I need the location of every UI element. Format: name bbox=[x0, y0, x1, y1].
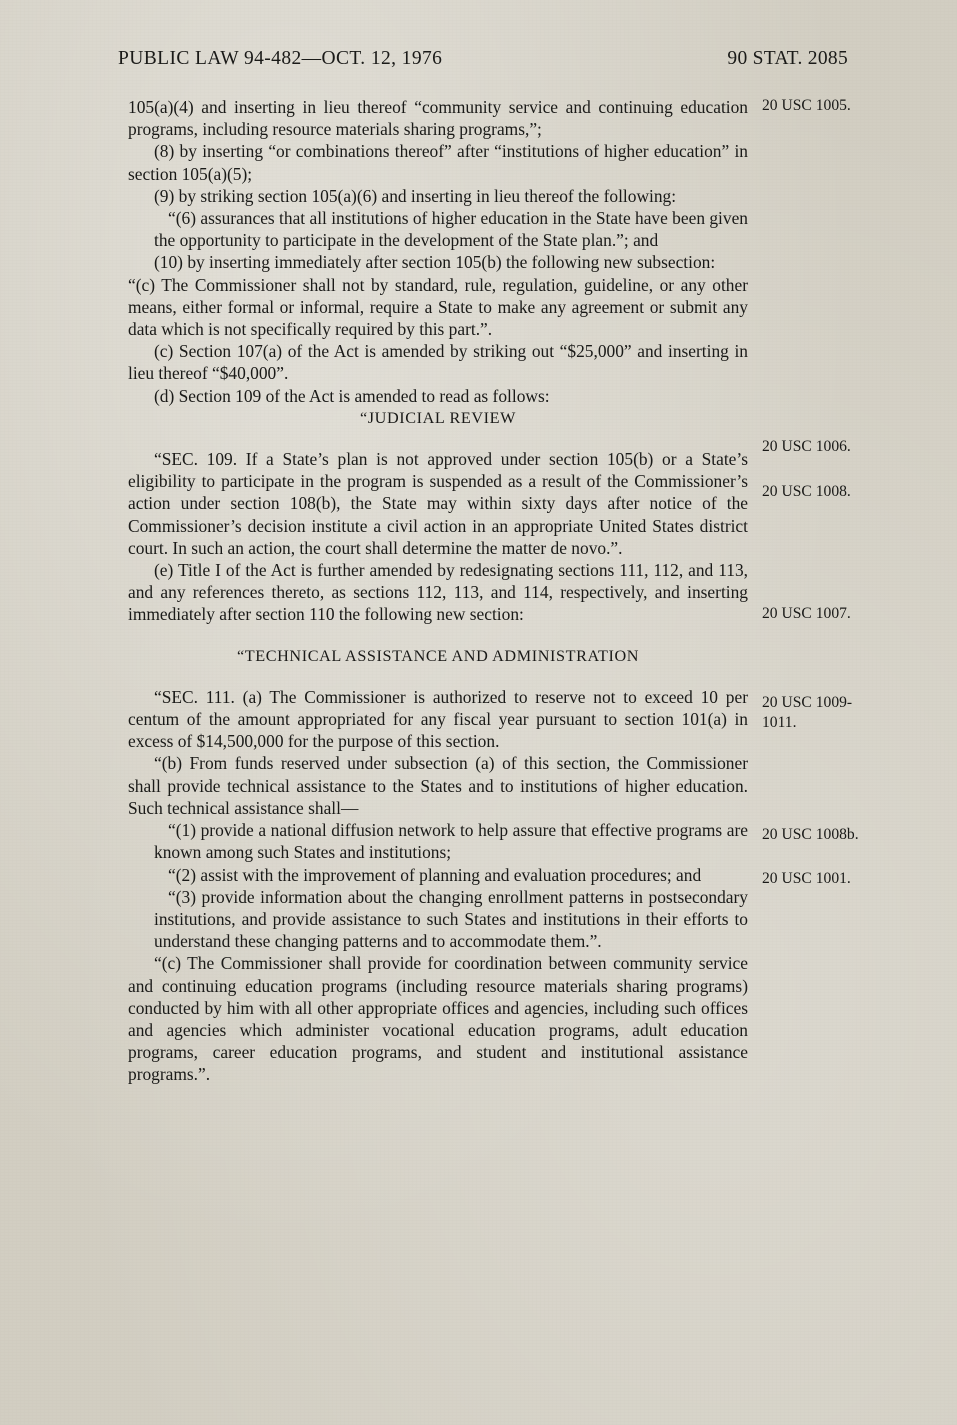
margin-note: 20 USC 1008. bbox=[762, 483, 851, 500]
header-statute-citation: 90 STAT. 2085 bbox=[727, 48, 848, 69]
section-heading: “JUDICIAL REVIEW bbox=[360, 408, 516, 427]
body-paragraph: “(2) assist with the improvement of planning and evaluation procedures; and bbox=[168, 864, 702, 885]
margin-note: 20 USC 1006. bbox=[762, 438, 851, 455]
margin-note: 20 USC 1001. bbox=[762, 870, 851, 887]
body-paragraph: “(c) The Commissioner shall not by standard, rule, regulation, guideline, or any other means, either formal or informal, require a State to make any agreement or submit any data which is not specifically required by this part.”. bbox=[128, 274, 748, 340]
body-paragraph: (8) by inserting “or combinations thereof” after “institutions of higher education” in section 105(a)(5); bbox=[128, 141, 748, 184]
body-paragraph: (9) by striking section 105(a)(6) and inserting in lieu thereof the following: bbox=[154, 185, 677, 206]
body-paragraph: (c) Section 107(a) of the Act is amended by striking out “$25,000” and inserting in lieu thereof “$40,000”. bbox=[128, 341, 748, 384]
body-paragraph: “(6) assurances that all institutions of higher education in the State have been given the opportunity to participate in the development of the State plan.”; and bbox=[154, 208, 748, 251]
body-paragraph: “(3) provide information about the changing enrollment patterns in postsecondary institutions, and provide assistance to such States and institutions in their efforts to understand these changing patterns and to accommodate them.”. bbox=[154, 886, 748, 952]
page-header bbox=[118, 48, 848, 70]
section-heading: “TECHNICAL ASSISTANCE AND ADMINISTRATION bbox=[236, 646, 640, 665]
margin-note: 20 USC 1008b. bbox=[762, 826, 859, 843]
document-body bbox=[128, 96, 748, 1086]
margin-note: 20 USC 1005. bbox=[762, 97, 851, 114]
body-paragraph: “SEC. 111. (a) The Commissioner is authorized to reserve not to exceed 10 per centum of the amount appropriated for any fiscal year pursuant to section 101(a) in excess of $14,500,000 for the purpose of this section. bbox=[128, 686, 748, 752]
body-paragraph: “(1) provide a national diffusion network to help assure that effective programs are known among such States and institutions; bbox=[154, 820, 748, 863]
body-paragraph: 105(a)(4) and inserting in lieu thereof “community service and continuing education programs, including resource materials sharing programs,”; bbox=[128, 97, 748, 140]
margin-note: 20 USC 1009- bbox=[762, 694, 853, 711]
body-paragraph: “(b) From funds reserved under subsection (a) of this section, the Commissioner shall provide technical assistance to the States and to institutions of higher education. Such technical assistance shall— bbox=[128, 753, 748, 818]
margin-note: 20 USC 1007. bbox=[762, 605, 851, 622]
margin-note: 1011. bbox=[762, 714, 797, 731]
body-paragraph: “(c) The Commissioner shall provide for coordination between community service and continuing education programs (including resource materials sharing programs) conducted by him with all other appropriate offices and agencies, including such offices and agencies which administer vocational education programs, adult education programs, career education programs, and student and institutional assistance programs.”. bbox=[128, 953, 748, 1085]
body-paragraph: (d) Section 109 of the Act is amended to read as follows: bbox=[154, 385, 550, 406]
header-law-citation: PUBLIC LAW 94-482—OCT. 12, 1976 bbox=[118, 48, 443, 69]
body-paragraph: (e) Title I of the Act is further amended by redesignating sections 111, 112, and 113, and any references thereto, as sections 112, 113, and 114, respectively, and inserting immediately after section 110 the following new section: bbox=[128, 560, 748, 625]
body-paragraph: “SEC. 109. If a State’s plan is not approved under section 105(b) or a State’s eligibility to participate in the program is suspended as a result of the Commissioner’s action under section 108(b), the State may within sixty days after notice of the Commissioner’s decision institute a civil action in an appropriate United States district court. In such an action, the court shall determine the matter de novo.”. bbox=[128, 449, 748, 558]
body-paragraph: (10) by inserting immediately after section 105(b) the following new subsection: bbox=[154, 252, 716, 273]
